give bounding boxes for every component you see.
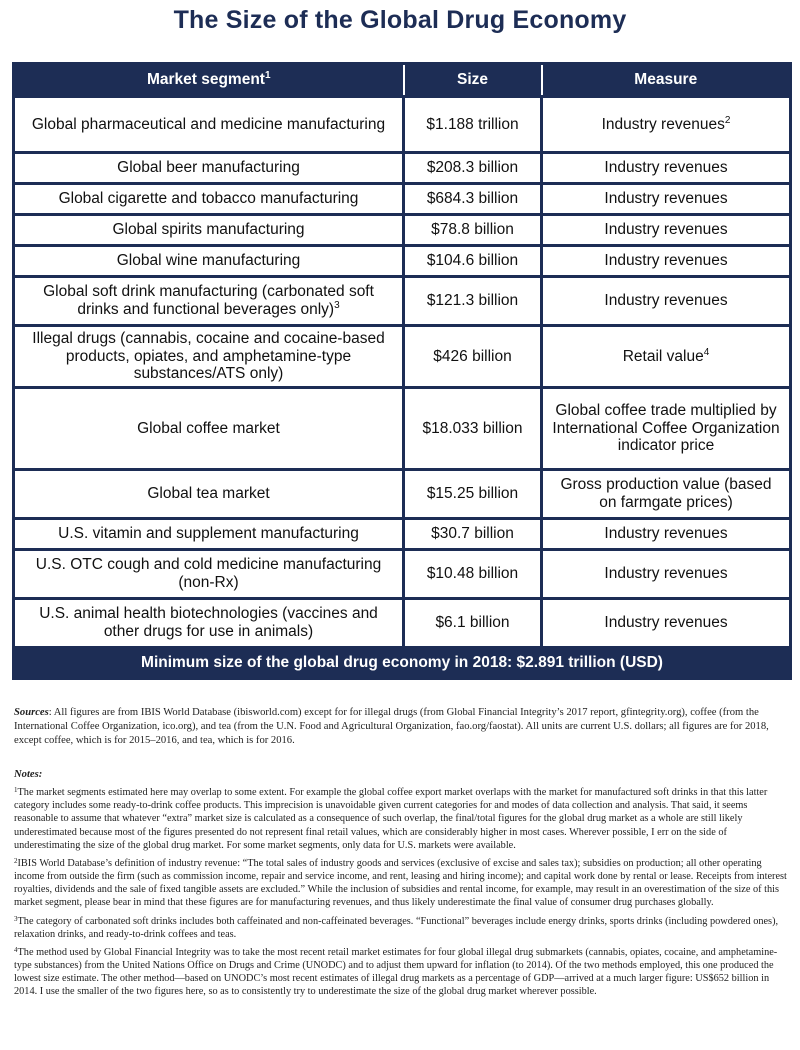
segment-text: Global tea market — [147, 485, 270, 503]
measure-cell — [542, 215, 791, 246]
measure-cell — [542, 277, 791, 326]
segment-cell — [14, 519, 404, 550]
size-cell: $10.48 billion — [404, 550, 542, 599]
drug-economy-table — [12, 62, 792, 680]
table-row — [14, 599, 791, 648]
size-cell: $121.3 billion — [404, 277, 542, 326]
size-cell: $6.1 billion — [404, 599, 542, 648]
table-row — [14, 550, 791, 599]
measure-cell — [542, 599, 791, 648]
table-row — [14, 153, 791, 184]
header-footnote-marker: 1 — [264, 70, 271, 81]
segment-text: Global beer manufacturing — [117, 159, 300, 177]
table-row — [14, 184, 791, 215]
sources-note — [14, 706, 788, 747]
segment-cell — [14, 246, 404, 277]
segment-cell — [14, 599, 404, 648]
segment-cell — [14, 153, 404, 184]
segment-text: Global pharmaceutical and medicine manufacturing — [31, 115, 386, 133]
size-cell: $15.25 billion — [404, 470, 542, 519]
measure-text: Gross production value (based on farmgate prices) — [560, 476, 772, 511]
measure-text: Industry revenues — [604, 159, 728, 177]
segment-text: Illegal drugs (cannabis, cocaine and cocaine-based products, opiates, and amphetamine-type substances/ATS only) — [32, 329, 385, 383]
table-row — [14, 470, 791, 519]
segment-text: U.S. OTC cough and cold medicine manufacturing (non-Rx) — [35, 556, 382, 591]
size-cell: $104.6 billion — [404, 246, 542, 277]
note-item — [14, 857, 788, 910]
note-number: 4 — [14, 945, 18, 954]
table-row — [14, 277, 791, 326]
measure-cell — [542, 388, 791, 470]
table-row — [14, 388, 791, 470]
sources-text: : All figures are from IBIS World Database (ibisworld.com) except for for illegal drugs (from Global Financial Integrity’s 2017 report, gfintegrity.org), coffee (from the International Coffee Organization, ico.org), and tea (from the U.N. Food and Agricultural Organization, fao.org/faostat). All units are current U.S. dollars; all figures are for 2018, except coffee, which is for 2015–2016, and tea, which is for 2016. — [14, 707, 769, 746]
segment-cell — [14, 326, 404, 388]
size-cell: $78.8 billion — [404, 215, 542, 246]
footnote-marker: 3 — [334, 300, 340, 311]
measure-text: Industry revenues — [604, 614, 728, 632]
segment-cell — [14, 388, 404, 470]
measure-cell — [542, 326, 791, 388]
measure-text: Industry revenues — [604, 292, 728, 310]
measure-text: Industry revenues — [604, 565, 728, 583]
page-title: The Size of the Global Drug Economy — [173, 6, 627, 34]
segment-cell — [14, 277, 404, 326]
segment-cell — [14, 184, 404, 215]
segment-text: U.S. vitamin and supplement manufacturing — [58, 525, 359, 543]
segment-text: Global wine manufacturing — [116, 252, 301, 270]
header-measure: Measure — [542, 64, 791, 97]
table-row — [14, 97, 791, 153]
size-cell: $208.3 billion — [404, 153, 542, 184]
header-market-segment — [14, 64, 404, 97]
measure-cell — [542, 184, 791, 215]
segment-cell — [14, 470, 404, 519]
measure-cell — [542, 519, 791, 550]
table-footer-row — [14, 648, 791, 679]
notes-list — [14, 786, 788, 1004]
table-row — [14, 519, 791, 550]
header-market-segment-label: Market segment — [146, 71, 265, 88]
table-row — [14, 246, 791, 277]
notes-heading: Notes: — [14, 769, 43, 780]
note-text: The category of carbonated soft drinks includes both caffeinated and non-caffeinated beverages. “Functional” beverages include energy drinks, sports drinks (including powdered ones), relaxation drinks, and ready-to-drink coffees and teas. — [14, 915, 779, 940]
size-cell: $18.033 billion — [404, 388, 542, 470]
note-item — [14, 786, 788, 852]
note-text: IBIS World Database’s definition of industry revenue: “The total sales of industry goods and services (exclusive of excise and sales tax); subsidies on production; all other operating income from outside the firm (such as commission income, repair and service income, and rent, leasing and hiring income); and capital work done by rental or lease. Receipts from interest royalties, dividends and the sale of fixed tangible assets are excluded.” While the inclusion of subsidies and rental income, for example, may result in an overestimation of the size of this market segment, please bear in mind that these figures are for manufacturing revenues, and thus likely underestimate the final value of consumer drug purchases globally. — [14, 857, 787, 909]
measure-cell — [542, 550, 791, 599]
note-number: 2 — [14, 856, 18, 865]
note-text: The market segments estimated here may overlap to some extent. For example the global coffee export market overlaps with the market for manufactured soft drinks in that this latter category includes some ready-to-drink coffee products. This imprecision is unavoidable given current categories for and modes of data collection and analysis. That said, it seems reasonable to assume that whatever “extra” market size is calculated as a consequence of such overlap, the final/total figures for the global drug market as a whole are still likely underestimated because most of the figures presented do not represent final retail values, which are considerably higher in most cases. Wherever possible, I err on the side of underestimating the size of the global drug market. For some market segments, only data for U.S. markets were available. — [14, 787, 768, 851]
note-item — [14, 915, 788, 941]
size-cell: $684.3 billion — [404, 184, 542, 215]
measure-text: Industry revenues — [604, 190, 728, 208]
measure-cell — [542, 97, 791, 153]
measure-text: Industry revenues — [601, 115, 725, 133]
note-number: 3 — [14, 914, 18, 923]
segment-cell — [14, 550, 404, 599]
footnote-marker: 2 — [724, 114, 731, 126]
size-cell: $1.188 trillion — [404, 97, 542, 153]
size-cell: $426 billion — [404, 326, 542, 388]
table-row — [14, 215, 791, 246]
measure-cell — [542, 246, 791, 277]
segment-text: Global cigarette and tobacco manufacturing — [58, 190, 359, 208]
footnote-marker: 4 — [703, 346, 710, 358]
measure-text: Global coffee trade multiplied by International Coffee Organization indicator price — [552, 401, 780, 455]
measure-cell — [542, 470, 791, 519]
segment-text: U.S. animal health biotechnologies (vaccines and other drugs for use in animals) — [39, 605, 378, 640]
segment-cell — [14, 97, 404, 153]
note-text: The method used by Global Financial Integrity was to take the most recent retail market estimates for four global illegal drug submarkets (cannabis, opiates, cocaine, and amphetamine-type substances) from the United Nations Office on Drugs and Crime (UNODC) and to adjust them upward for inflation (to 2014). Of the two methods employed, this one produced the lowest size estimate. The other method—based on UNODC’s most recent estimates of illegal drug markets as a percentage of GDP—arrived at a much larger figure: US$652 billion in 2014. I use the smaller of the two figures here, so as to consistently try to underestimate the size of the global drug market wherever possible. — [14, 946, 778, 998]
size-cell: $30.7 billion — [404, 519, 542, 550]
sources-label: Sources — [14, 707, 49, 718]
measure-text: Industry revenues — [604, 252, 728, 270]
total-summary: Minimum size of the global drug economy in 2018: $2.891 trillion (USD) — [14, 648, 791, 679]
table-row — [14, 326, 791, 388]
note-number: 1 — [14, 786, 18, 794]
segment-text: Global spirits manufacturing — [112, 221, 305, 239]
table-header-row — [14, 64, 791, 97]
segment-text: Global soft drink manufacturing (carbonated soft drinks and functional beverages only) — [43, 283, 374, 318]
segment-text: Global coffee market — [137, 419, 280, 437]
segment-cell — [14, 215, 404, 246]
measure-text: Industry revenues — [604, 525, 728, 543]
header-size: Size — [404, 64, 542, 97]
measure-text: Industry revenues — [604, 221, 728, 239]
measure-cell — [542, 153, 791, 184]
note-item — [14, 946, 788, 999]
measure-text: Retail value — [622, 347, 704, 365]
